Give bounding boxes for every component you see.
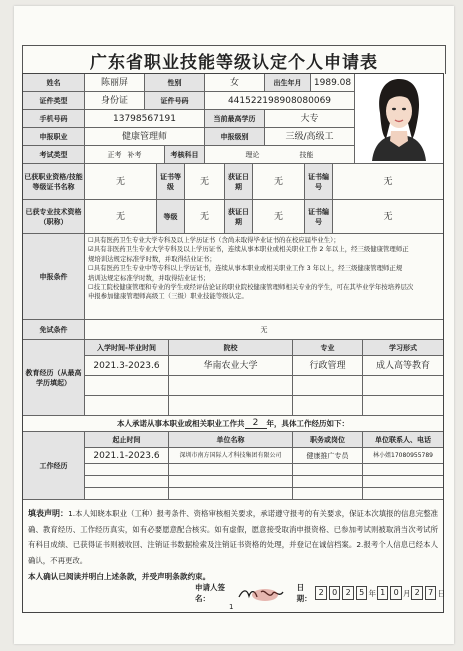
signature-row: [195, 584, 445, 602]
exemption-value: 无: [85, 320, 443, 340]
edu-empty-cell: [169, 396, 293, 416]
work-years-row: [23, 416, 443, 432]
birth-value: 1989.08: [311, 74, 355, 92]
exam-retake-option[interactable]: 补考: [127, 150, 142, 159]
work-row-contact: 林小姐17080955789: [363, 448, 443, 464]
cert-name-value: 无: [85, 164, 157, 200]
title-level-label: 等级: [157, 200, 185, 234]
title-date-label: 获证日期: [225, 200, 253, 234]
date-digit: 2: [411, 586, 423, 600]
cert-date-label: 获证日期: [225, 164, 253, 200]
edu-header-mode: 学习形式: [363, 340, 443, 356]
edu-header-period: 入学时间-毕业时间: [85, 340, 169, 356]
cert-date-value: 无: [253, 164, 305, 200]
work-empty-cell: [293, 488, 363, 500]
condition-line[interactable]: ☐技工院校健康管理和专业的学生或经评估论证的职业院校健康管理师相关专业的学生，可在其毕业学年按培养层次: [88, 283, 414, 292]
date-digit: 2: [315, 586, 327, 600]
edu-row-period: 2021.3-2023.6: [85, 356, 169, 376]
edu-row-major: 行政管理: [293, 356, 363, 376]
id-number-value: 441522198908080069: [205, 92, 355, 110]
id-type-label: 证件类型: [23, 92, 85, 110]
apply-level-value: 三级/高级工: [265, 128, 355, 146]
cert-level-value: 无: [185, 164, 225, 200]
edu-row-mode: 成人高等教育: [363, 356, 443, 376]
id-type-value: 身份证: [85, 92, 145, 110]
apply-level-label: 申报级别: [205, 128, 265, 146]
condition-line: 申报参加健康管理师高级工（三级）职业技能等级认定。: [88, 292, 248, 301]
cert-number-label: 证书编号: [305, 164, 333, 200]
id-number-label: 证件号码: [145, 92, 205, 110]
signer-label: 申请人签名：: [195, 583, 225, 603]
work-header-period: 起止时间: [85, 432, 169, 448]
date-digit: 7: [425, 586, 437, 600]
date-digit: 5: [356, 586, 368, 600]
subject-theory-option[interactable]: 理论: [245, 150, 260, 159]
date-year-char: 年: [368, 588, 376, 598]
date-digit: 0: [390, 586, 402, 600]
declaration-text: 1.本人知晓本职业（工种）报考条件、资格审核相关要求，承诺遵守报考的有关要求，保证本次填报的信息完整准确、教育经历、工作经历真实，如有必要愿意配合核实。如有虚假，愿意接受取消申报资格、已参加考试则被取消当次考试所有科目成绩、已获得证书则被收回、注销证书数据检索及注销证书资格的处理，并登记在诚信档案。2.报考个人信息已经本人确认，不再更改。: [28, 509, 438, 565]
work-empty-cell: [169, 464, 293, 476]
date-digit: 2: [342, 586, 354, 600]
exam-subject-options: [205, 146, 355, 164]
work-empty-cell: [363, 464, 443, 476]
title-number-value: 无: [333, 200, 443, 234]
exam-subject-label: 考核科目: [165, 146, 205, 164]
applicant-photo: [362, 74, 436, 164]
cert-number-value: 无: [333, 164, 443, 200]
handwritten-signature-icon: [235, 586, 293, 602]
work-empty-cell: [293, 476, 363, 488]
cert-name-label: 已获职业资格/技能等级证书名称: [23, 164, 85, 200]
birth-label: 出生年月: [265, 74, 311, 92]
education-label: 教育经历（从最高学历填起）: [23, 340, 85, 416]
work-header-contact: 单位联系人、电话: [363, 432, 443, 448]
work-empty-cell: [85, 488, 169, 500]
work-row-period: 2021.1-2023.6: [85, 448, 169, 464]
date-day-char: 日: [437, 588, 445, 598]
exam-first-option[interactable]: 正考: [107, 150, 122, 159]
declaration-heading: 填表声明：: [28, 509, 69, 518]
title-level-value: 无: [185, 200, 225, 234]
work-empty-cell: [169, 488, 293, 500]
title-number-label: 证书编号: [305, 200, 333, 234]
edu-empty-cell: [85, 376, 169, 396]
condition-line: 培训达规定标准学时数，并取得结业证书；: [88, 273, 210, 282]
education-level-value: 大专: [265, 110, 355, 128]
exam-type-options: [85, 146, 165, 164]
work-years-suffix: 年，具体工作经历如下：: [266, 418, 349, 428]
work-row-company: 深圳市南方国际人才科技集团有限公司: [169, 448, 293, 464]
declaration-confirm: 本人确认已阅读并明白上述条款，并受声明条款约束。: [28, 572, 211, 581]
sex-value: 女: [205, 74, 265, 92]
edu-header-major: 专业: [293, 340, 363, 356]
work-empty-cell: [293, 464, 363, 476]
condition-line[interactable]: ☐具有医药卫生专业中等专科以上学历证书，连续从事本职业或相关职业工作 3 年以上，经三级健康管理师正规: [88, 264, 403, 273]
cert-level-label: 证书等级: [157, 164, 185, 200]
date-month-char: 月: [402, 588, 411, 598]
work-empty-cell: [85, 476, 169, 488]
work-empty-cell: [85, 464, 169, 476]
title-cert-value: 无: [85, 200, 157, 234]
condition-line[interactable]: ☑具有非医药卫生专业大学专科及以上学历证书，连续从事本职业或相关职业工作 2 年以上，经三级健康管理师正: [88, 245, 409, 254]
date-digit: 0: [329, 586, 341, 600]
title-cert-label: 已获专业技术资格（职称）: [23, 200, 85, 234]
edu-empty-cell: [169, 376, 293, 396]
name-value: 陈丽屏: [85, 74, 145, 92]
conditions-list: [85, 234, 443, 320]
signature-area[interactable]: [235, 586, 293, 600]
edu-empty-cell: [363, 396, 443, 416]
education-level-label: 当前最高学历: [205, 110, 265, 128]
work-empty-cell: [363, 476, 443, 488]
page-number: 1: [229, 603, 234, 611]
name-label: 姓名: [23, 74, 85, 92]
date-digit: 1: [377, 586, 389, 600]
conditions-label: 申报条件: [23, 234, 85, 320]
condition-line[interactable]: ☐具有医药卫生专业大学专科及以上学历证书（含尚未取得毕业证书的在校应届毕业生）；: [88, 236, 340, 244]
work-years-prefix: 本人承诺从事本职业或相关职业工作共: [117, 418, 245, 428]
form-title: 广东省职业技能等级认定个人申请表: [22, 45, 446, 74]
phone-value: 13798567191: [85, 110, 205, 128]
condition-line: 规培训达规定标准学时数，并取得结业证书；: [88, 254, 216, 263]
edu-row-school: 华南农业大学: [169, 356, 293, 376]
work-empty-cell: [363, 488, 443, 500]
photo-cell: [355, 74, 443, 164]
work-years-value: 2: [245, 418, 267, 429]
phone-label: 手机号码: [23, 110, 85, 128]
subject-skill-option[interactable]: 技能: [299, 150, 314, 159]
date-label: 日期：: [296, 583, 312, 603]
edu-header-school: 院校: [169, 340, 293, 356]
work-header-company: 单位名称: [169, 432, 293, 448]
edu-empty-cell: [293, 376, 363, 396]
occupation-label: 申报职业: [23, 128, 85, 146]
title-date-value: 无: [253, 200, 305, 234]
work-empty-cell: [169, 476, 293, 488]
edu-empty-cell: [85, 396, 169, 416]
edu-empty-cell: [363, 376, 443, 396]
work-header-position: 职务或岗位: [293, 432, 363, 448]
work-label: 工作经历: [23, 432, 85, 500]
exemption-label: 免试条件: [23, 320, 85, 340]
work-row-position: 健康推广专员: [293, 448, 363, 464]
edu-empty-cell: [293, 396, 363, 416]
occupation-value: 健康管理师: [85, 128, 205, 146]
exam-type-label: 考试类型: [23, 146, 85, 164]
sex-label: 性别: [145, 74, 205, 92]
